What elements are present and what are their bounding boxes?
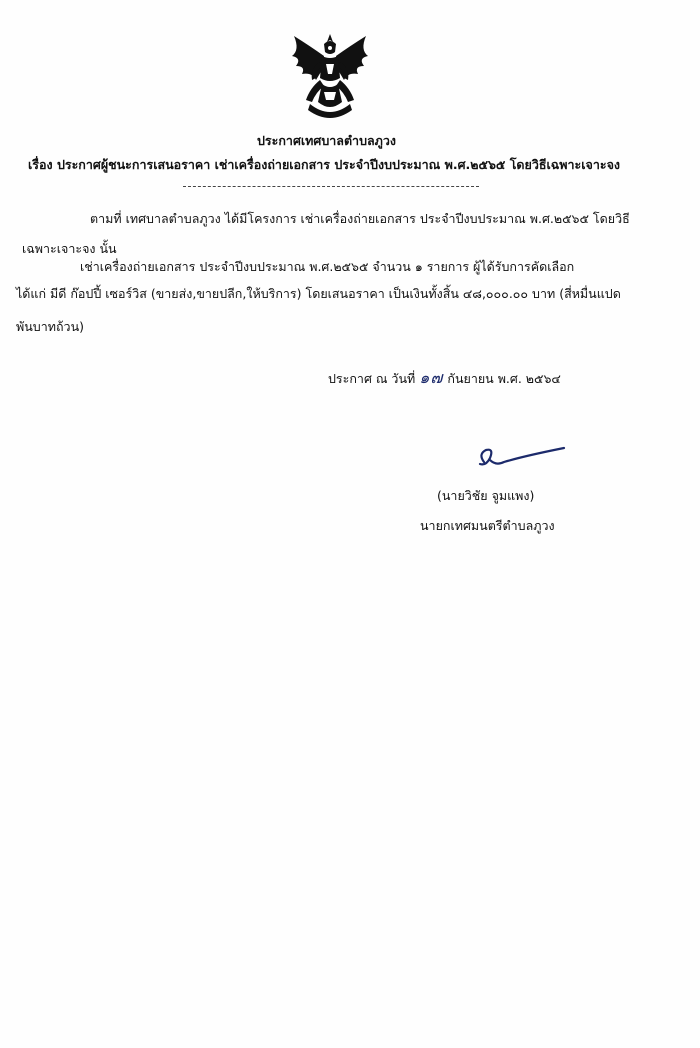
handwritten-signature	[474, 440, 574, 472]
date-suffix: กันยายน พ.ศ. ๒๕๖๔	[447, 371, 561, 386]
signer-position: นายกเทศมนตรีตำบลภูวง	[420, 518, 555, 533]
paragraph1-line1: ตามที่ เทศบาลตำบลภูวง ได้มีโครงการ เช่าเครื่องถ่ายเอกสาร ประจำปีงบประมาณ พ.ศ.๒๕๖๕ โดยวิธี	[90, 211, 630, 226]
paragraph1-line2: เฉพาะเจาะจง นั้น	[22, 241, 117, 256]
separator-line	[183, 186, 479, 187]
date-day-handwritten: ๑๗	[419, 368, 444, 387]
document-header: ประกาศเทศบาลตำบลภูวง	[257, 133, 397, 148]
paragraph2-line3: พันบาทถ้วน)	[16, 319, 84, 334]
paragraph2-line2: ได้แก่ มีดี ก๊อปปี้ เซอร์วิส (ขายส่ง,ขายปลีก,ให้บริการ) โดยเสนอราคา เป็นเงินทั้งสิ้น ๔๘,๐๐๐.๐๐ บาท (สี่หมื่นแปด	[16, 286, 621, 301]
document-subject: เรื่อง ประกาศผู้ชนะการเสนอราคา เช่าเครื่องถ่ายเอกสาร ประจำปีงบประมาณ พ.ศ.๒๕๖๕ โดยวิธีเฉพาะเจาะจง	[28, 157, 621, 172]
announcement-date	[328, 370, 561, 387]
date-prefix: ประกาศ ณ วันที่	[328, 371, 416, 386]
garuda-emblem-icon	[280, 28, 380, 128]
signer-name: (นายวิชัย จูมแพง)	[437, 488, 535, 503]
paragraph2-line1: เช่าเครื่องถ่ายเอกสาร ประจำปีงบประมาณ พ.ศ.๒๕๖๕ จำนวน ๑ รายการ ผู้ได้รับการคัดเลือก	[80, 259, 575, 274]
